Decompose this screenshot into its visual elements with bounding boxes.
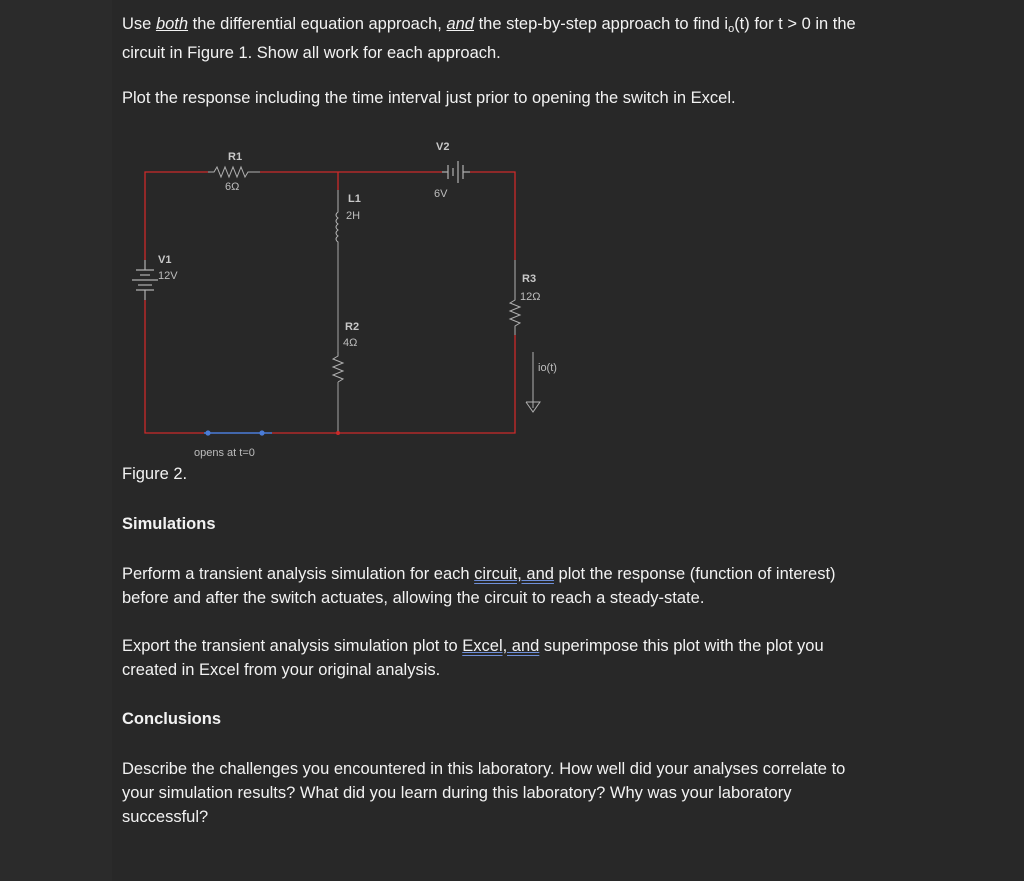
plot-instruction: Plot the response including the time interval just prior to opening the switch in Excel. [122,89,736,107]
r1-name: R1 [228,151,243,163]
v1-value: 12V [158,270,178,282]
conclusions-paragraph: Describe the challenges you encountered in this laboratory. How well did your analyses correlate to your simulation results? What did you learn during this laboratory? Why was your laboratory successful? [122,760,846,826]
circuit-diagram [112,130,572,460]
current-probe-arrow [526,352,540,412]
left-margin [0,0,112,881]
v2-name: V2 [436,141,450,153]
circuit-wires [145,172,515,433]
l1-name: L1 [348,193,361,205]
intro-paragraph: Use both the differential equation approach, and the step-by-step approach to find $i_o(t)$ for t > 0 in the circuit in Figure 1. Show all work for each approach. [122,15,856,62]
r2-resistor [333,352,343,382]
v2-battery [442,161,470,183]
l1-value: 2H [346,210,361,222]
r2-name: R2 [345,321,360,333]
v1-battery [132,260,158,300]
r3-value: 12Ω [520,291,541,303]
simulations-paragraph-1: Perform a transient analysis simulation for each circuit, and plot the response (function of interest) before and after the switch actuates, allowing the circuit to reach a steady-state. [122,565,836,607]
r2-value: 4Ω [343,337,358,349]
circuit-and-link[interactable]: circuit, and [474,565,554,583]
excel-and-link[interactable]: Excel, and [462,637,540,655]
simulations-heading: Simulations [122,515,216,533]
v2-value: 6V [434,188,448,200]
figure-caption: Figure 2. [122,465,188,483]
switch-label: opens at t=0 [194,447,255,459]
v1-name: V1 [158,254,172,266]
r3-resistor [510,260,520,335]
r1-resistor [208,167,260,177]
current-label: io(t) [538,362,557,374]
conclusions-heading: Conclusions [122,710,222,728]
l1-inductor [336,190,338,250]
r1-value: 6Ω [225,181,240,193]
r3-name: R3 [522,273,537,285]
simulations-paragraph-2: Export the transient analysis simulation plot to Excel, and superimpose this plot with the plot you created in Excel from your original analysis. [122,637,824,679]
switch [204,431,272,435]
